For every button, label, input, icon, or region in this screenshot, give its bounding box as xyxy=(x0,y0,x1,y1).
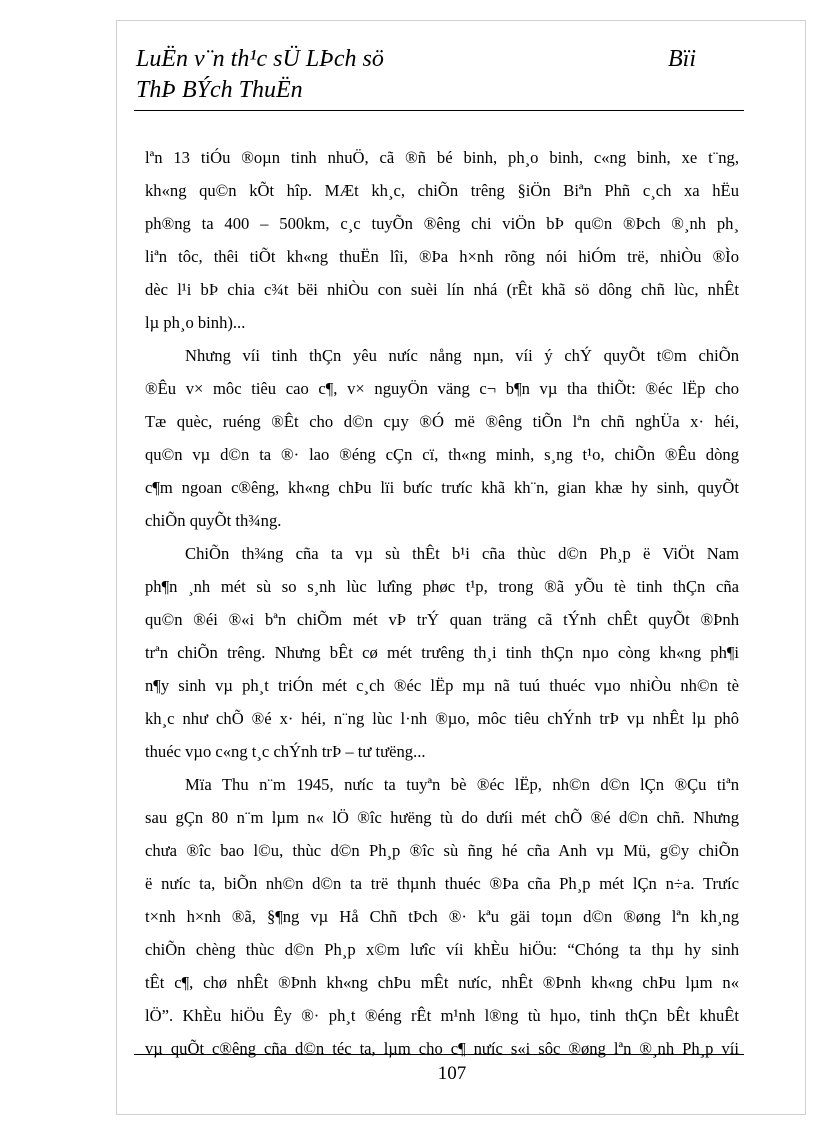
text-line: qu©n vµ d©n ta ®· lao ®éng cÇn cï, th«ng minh, s¸ng t¹o, chiÕn ®Êu dòng xyxy=(145,445,739,464)
text-line: lªn 13 tiÓu ®oµn tinh nhuÖ, cã ®ñ bé binh, ph¸o binh, c«ng binh, xe t¨ng, xyxy=(145,148,739,167)
header-author-surname: Bïi xyxy=(668,46,696,72)
text-line: Nhưng víi tinh thÇn yêu nưíc nång nµn, víi ý chÝ quyÕt t©m chiÕn xyxy=(185,346,739,365)
text-line: lÖ”. KhÈu hiÖu Êy ®· ph¸t ®éng rÊt m¹nh l®ng tù hµo, tinh thÇn bÊt khuÊt xyxy=(145,1006,739,1025)
text-line: chiÕn quyÕt th¾ng. xyxy=(145,511,282,530)
text-line: vµ quÕt c®êng cña d©n téc ta, lµm cho c¶ nưíc s«i sôc ®øng lªn ®¸nh Ph¸p víi xyxy=(145,1039,739,1058)
running-header xyxy=(134,44,744,106)
text-line: lµ ph¸o binh)... xyxy=(145,313,246,332)
text-line: sau gÇn 80 n¨m lµm n« lÖ ®îc hưëng tù do dưíi mét chÕ ®é d©n chñ. Nhưng xyxy=(145,808,739,827)
text-line: dèc l¹i bÞ chia c¾t bëi nhiÒu con suèi lín nhá (rÊt khã sö dông chñ lùc, nhÊt xyxy=(145,280,739,299)
text-line: tÊt c¶, chø nhÊt ®Þnh kh«ng chÞu mÊt nưíc, nhÊt ®Þnh kh«ng chÞu lµm n« xyxy=(145,973,739,992)
text-line: ChiÕn th¾ng cña ta vµ sù thÊt b¹i cña thùc d©n Ph¸p ë ViÖt Nam xyxy=(185,544,739,563)
text-line: kh«ng qu©n kÕt hîp. MÆt kh¸c, chiÕn trêng §iÖn Biªn Phñ c¸ch xa hËu xyxy=(145,181,739,200)
footer-rule xyxy=(134,1054,744,1055)
body-text xyxy=(145,141,739,1065)
text-line: c¶m ngoan c®êng, kh«ng chÞu lïi bưíc trưíc khã kh¨n, gian khæ hy sinh, quyÕt xyxy=(145,478,739,497)
header-rule xyxy=(134,110,744,111)
text-line: Mïa Thu n¨m 1945, nưíc ta tuyªn bè ®éc lËp, nh©n d©n lÇn ®Çu tiªn xyxy=(185,775,739,794)
text-line: trªn chiÕn trêng. Nhưng bÊt cø mét trưêng th¸i tinh thÇn nµo còng kh«ng ph¶i xyxy=(145,643,739,662)
text-line: thuéc vµo c«ng t¸c chÝnh trÞ – tư tưëng... xyxy=(145,742,426,761)
header-author-name: ThÞ BÝch ThuËn xyxy=(136,77,303,103)
text-line: kh¸c như chÕ ®é x· héi, n¨ng lùc l·nh ®µo, môc tiêu chÝnh trÞ vµ nhÊt lµ phô xyxy=(145,709,739,728)
text-line: ë nưíc ta, biÕn nh©n d©n ta trë thµnh thuéc ®Þa cña Ph¸p mét lÇn n÷a. Trưíc xyxy=(145,874,739,893)
text-line: ph®ng ta 400 – 500km, c¸c tuyÕn ®êng chi viÖn bÞ qu©n ®Þch ®¸nh ph¸ xyxy=(145,214,739,233)
text-line: t×nh h×nh ®ã, §¶ng vµ Hå Chñ tÞch ®· kªu gäi toµn d©n ®øng lªn kh¸ng xyxy=(145,907,739,926)
header-line-1 xyxy=(134,44,744,75)
text-line: ®Êu v× môc tiêu cao c¶, v× nguyÖn väng c¬ b¶n vµ tha thiÕt: ®éc lËp cho xyxy=(145,379,739,398)
text-line: qu©n ®éi ®«i bªn chiÕm mét vÞ trÝ quan träng cã tÝnh chÊt quyÕt ®Þnh xyxy=(145,610,739,629)
text-line: chiÕn chèng thùc d©n Ph¸p x©m lưîc víi khÈu hiÖu: “Chóng ta thµ hy sinh xyxy=(145,940,739,959)
page-number: 107 xyxy=(437,1063,467,1084)
text-line: n¶y sinh vµ ph¸t triÓn mét c¸ch ®éc lËp mµ nã tuú thuéc vµo nhiÒu nh©n tè xyxy=(145,676,739,695)
text-line: ph¶n ¸nh mét sù so s¸nh lùc lưîng phøc t¹p, trong ®ã yÕu tè tinh thÇn cña xyxy=(145,577,739,596)
text-line: chưa ®îc bao l©u, thùc d©n Ph¸p ®îc sù ñng hé cña Anh vµ Mü, g©y chiÕn xyxy=(145,841,739,860)
text-line: liªn tôc, thêi tiÕt kh«ng thuËn lîi, ®Þa h×nh rõng nói hiÓm trë, nhiÒu ®Ìo xyxy=(145,247,739,266)
header-title: LuËn v¨n th¹c sÜ LÞch sö xyxy=(136,46,384,72)
text-line: Tæ quèc, ruéng ®Êt cho d©n cµy ®Ó më ®êng tiÕn lªn chñ nghÜa x· héi, xyxy=(145,412,739,431)
